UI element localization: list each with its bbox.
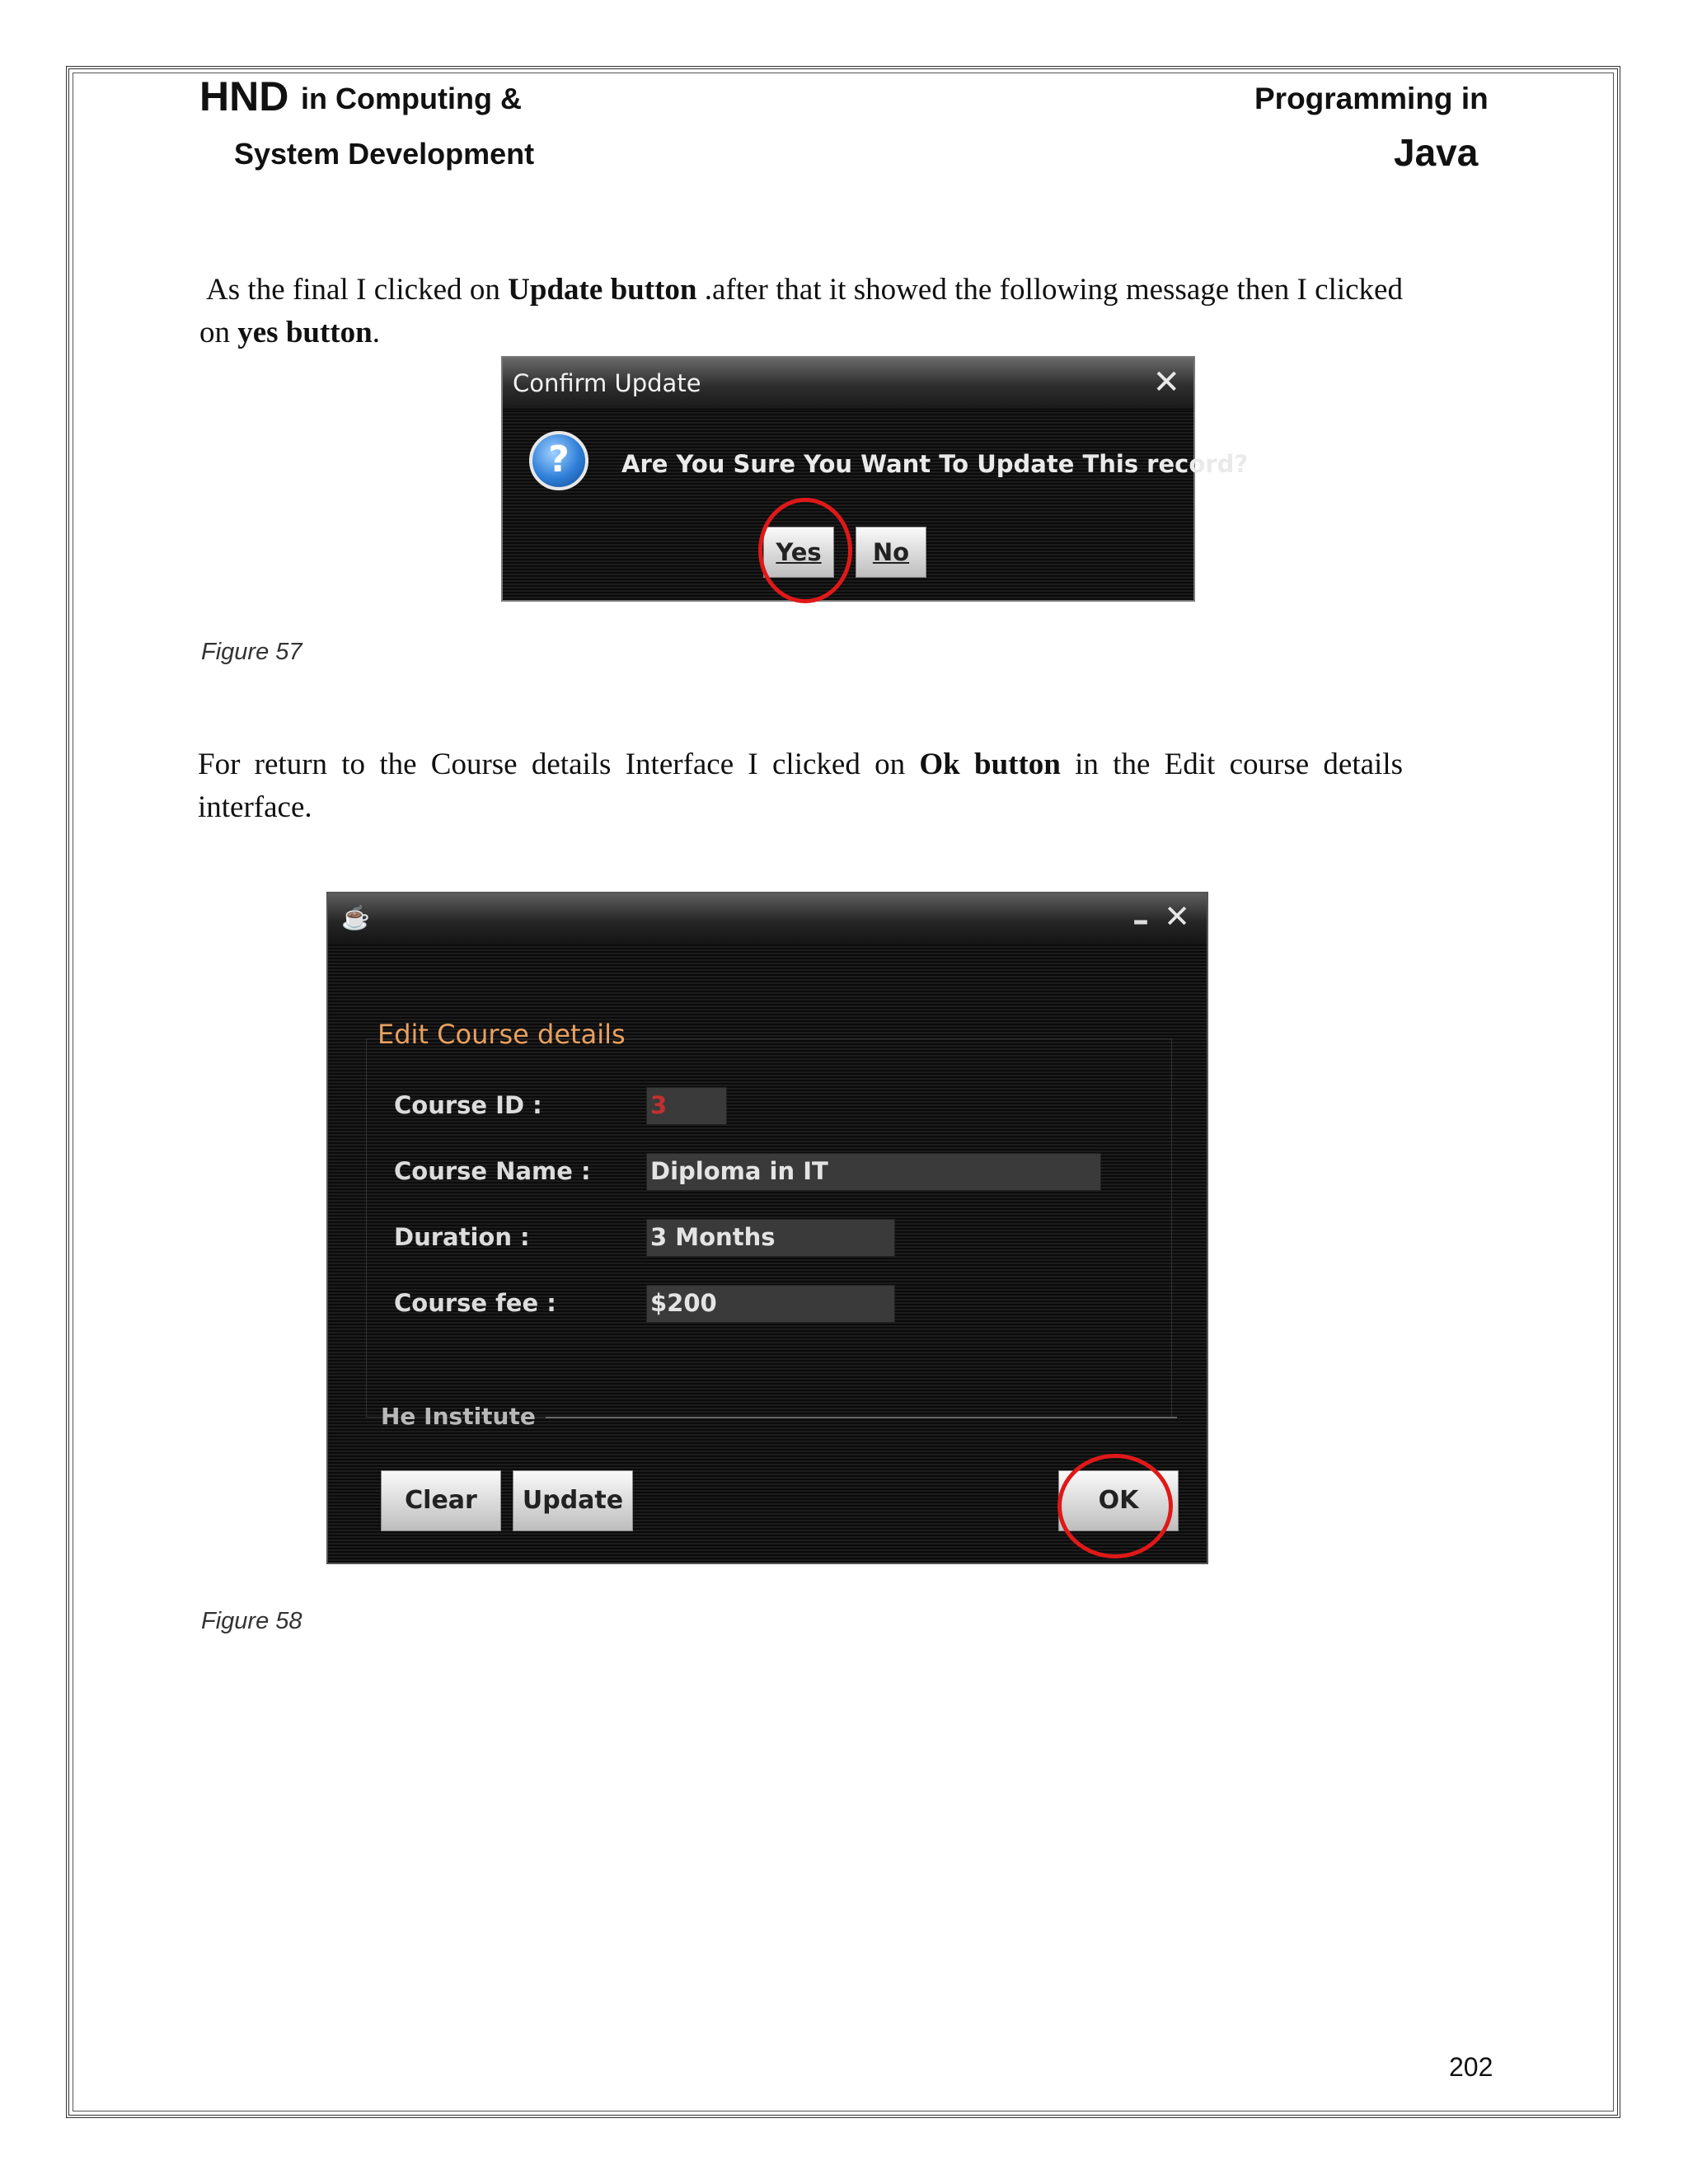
ok-button[interactable]: OK [1058,1470,1179,1531]
edit-course-window [326,892,1208,1564]
course-name-label: Course Name : [394,1157,591,1185]
institute-label: He Institute [381,1403,536,1430]
dialog-title: Confirm Update [513,369,701,397]
course-fee-label: Course fee : [394,1289,556,1317]
figure-caption-57: Figure 57 [201,639,302,665]
update-button[interactable]: Update [513,1470,633,1531]
java-app-icon: ☕ [341,905,370,930]
highlight-circle-yes [758,498,852,603]
course-fee-field[interactable]: $200 [646,1285,895,1323]
question-icon: ? [529,431,588,490]
header-java: Java [1394,131,1479,174]
yes-button[interactable]: Yes [763,527,834,578]
course-name-field[interactable]: Diploma in IT [646,1153,1101,1191]
minimize-icon[interactable]: – [1132,902,1149,940]
group-title: Edit Course details [377,1019,626,1050]
duration-field[interactable]: 3 Months [646,1219,895,1257]
paragraph-update-instruction: As the final I clicked on Update button .after that it showed the following message then I clicked on yes button. [199,273,1403,349]
page-number: 202 [1449,2052,1493,2082]
separator-line [546,1417,1177,1418]
window-title-bar [328,893,1207,944]
highlight-circle-ok [1057,1454,1173,1558]
figure-caption-58: Figure 58 [201,1608,302,1634]
clear-button[interactable]: Clear [381,1470,501,1531]
close-icon[interactable]: ✕ [1152,363,1180,401]
course-id-field[interactable]: 3 [646,1087,727,1125]
dialog-title-bar [503,358,1193,410]
header-programming-in: Programming in [1254,82,1489,115]
course-id-label: Course ID : [394,1091,542,1119]
header-system-development: System Development [234,137,535,171]
close-icon[interactable]: ✕ [1164,898,1190,935]
header-computing: in Computing & [301,82,522,115]
duration-label: Duration : [394,1223,530,1251]
header-hnd: HND [199,73,289,120]
no-button[interactable]: No [856,527,926,578]
dialog-message: Are You Sure You Want To Update This record? [621,450,1249,478]
paragraph-ok-instruction: For return to the Course details Interface I clicked on Ok button in the Edit course details interface. [198,748,1403,824]
